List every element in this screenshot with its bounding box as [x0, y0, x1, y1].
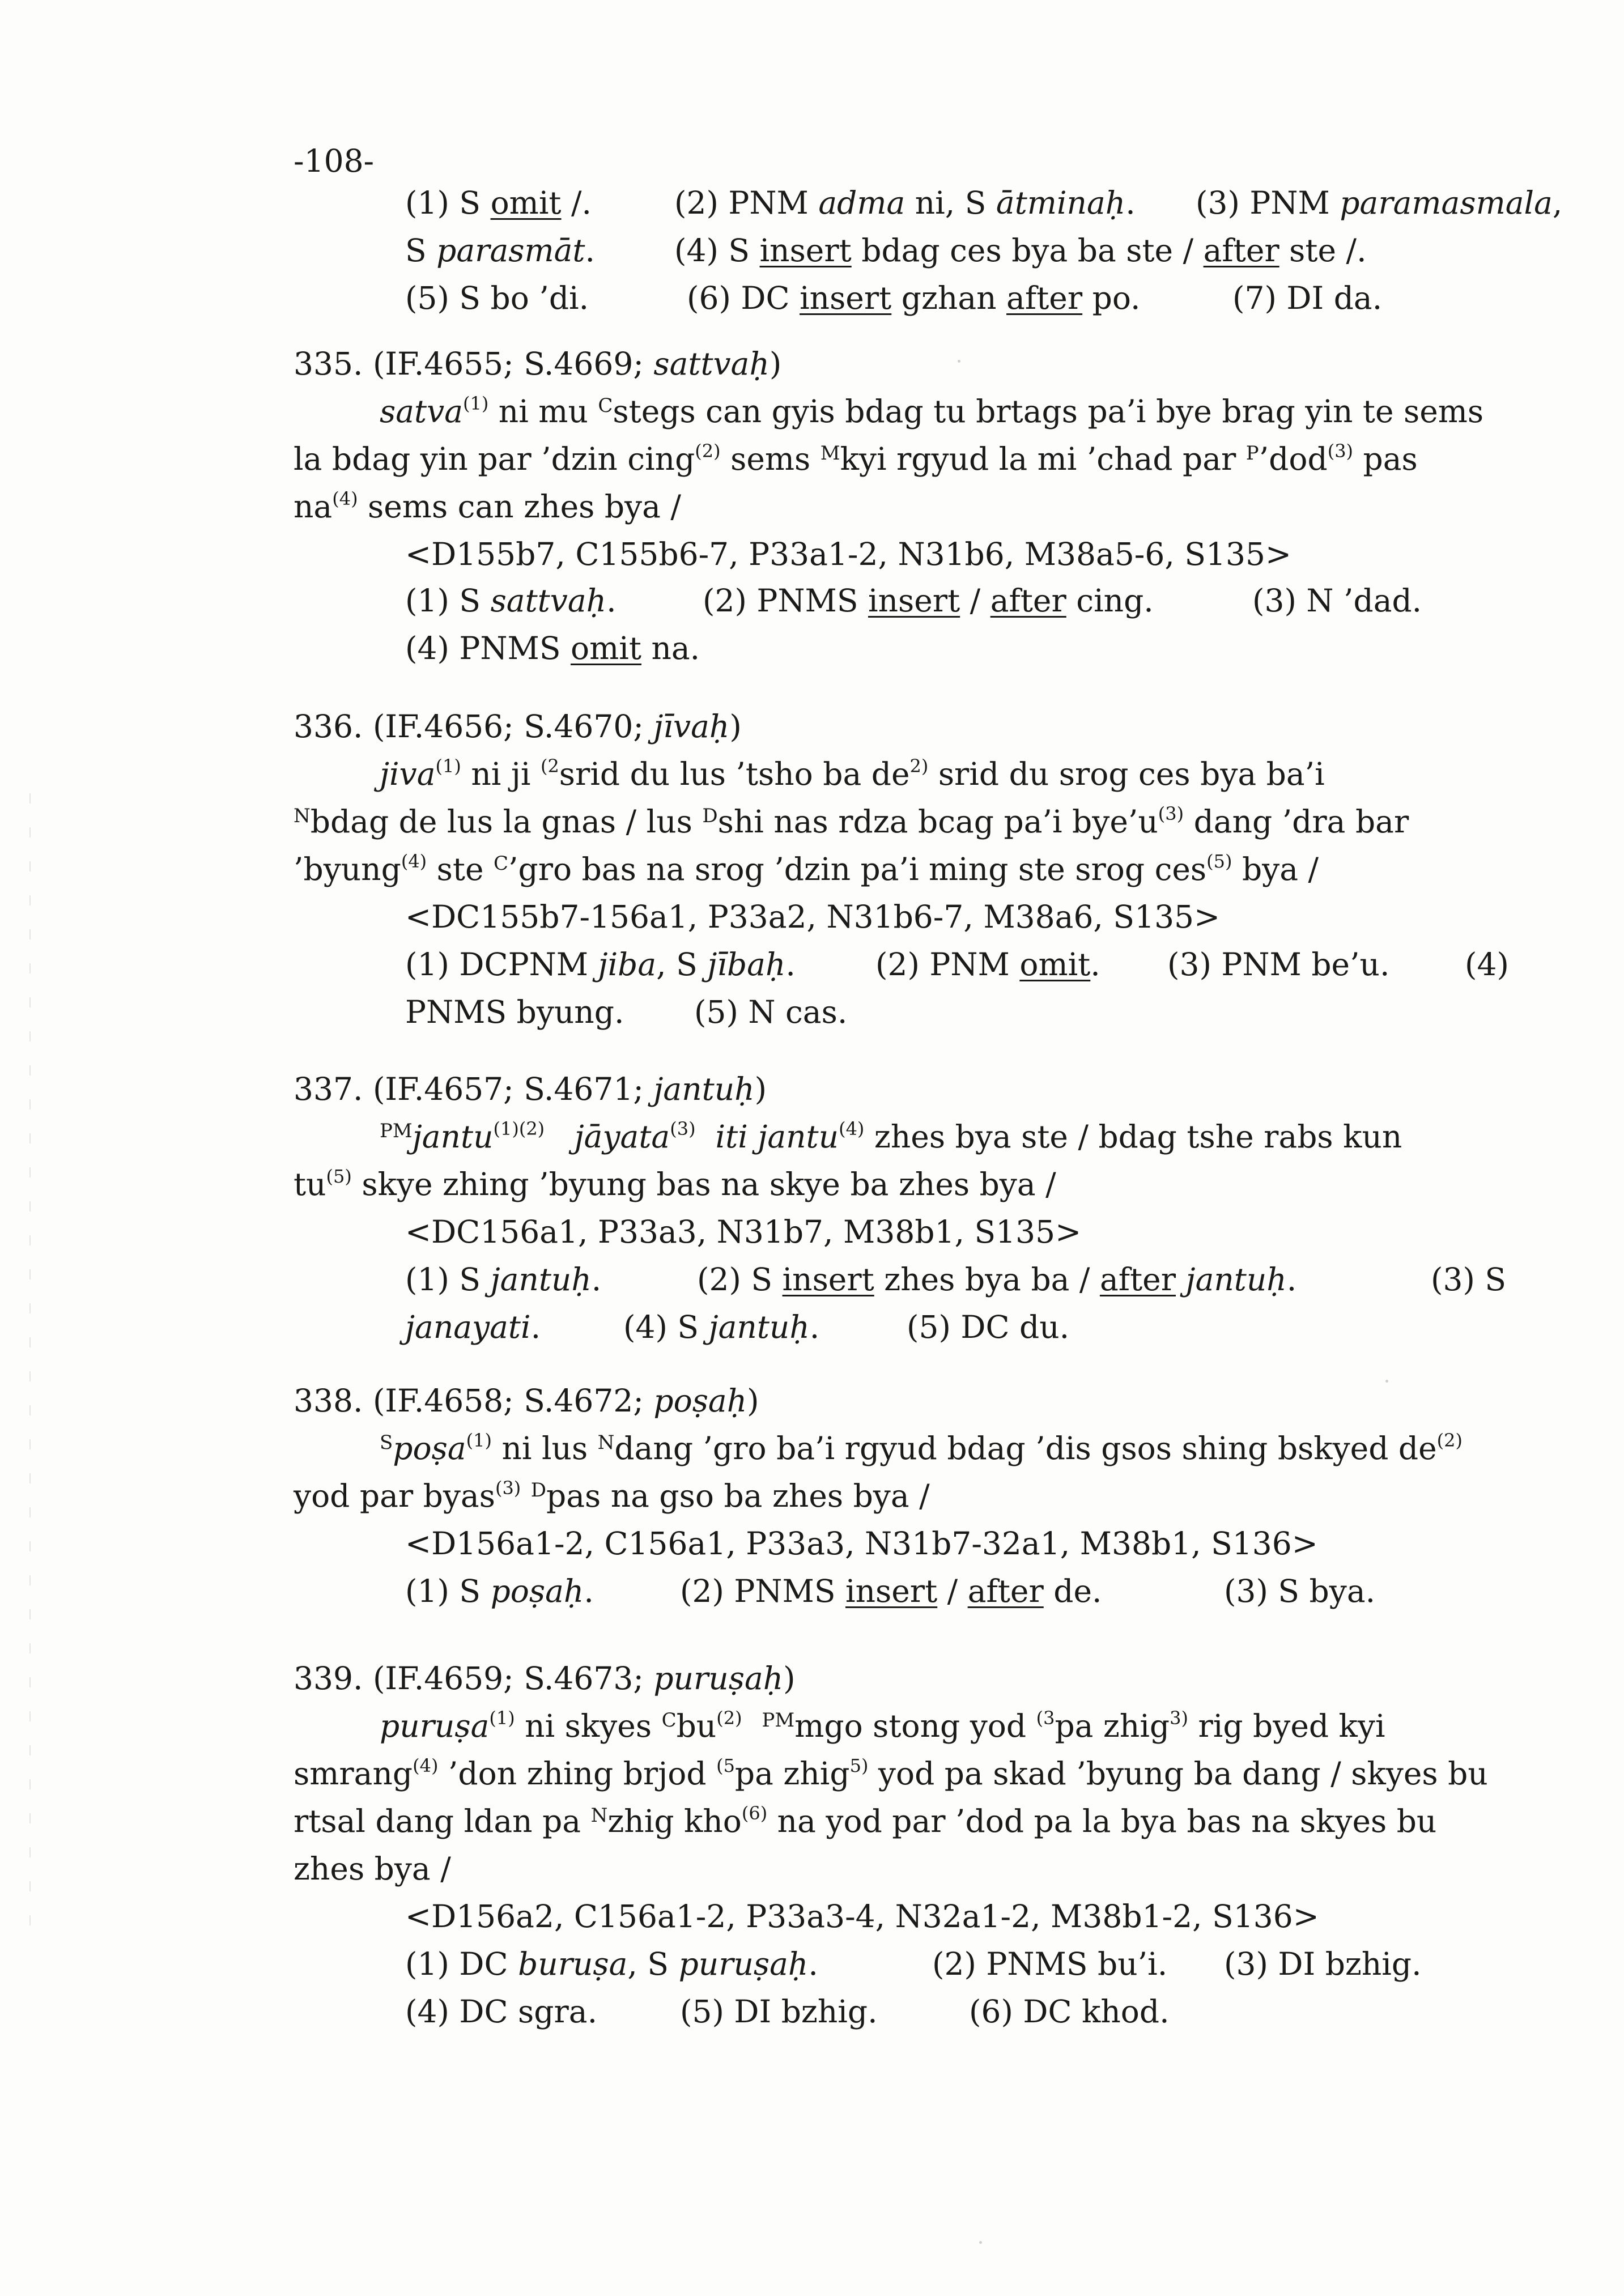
entry-heading: 335. (IF.4655; S.4669; sattvaḥ)	[294, 346, 782, 382]
footnote-5: (5) DC du.	[907, 1309, 1070, 1345]
entry-text-line: smrang$^{(4)}$ ’don zhing brjod $^{(5}$pa zhig$^{5)}$ yod pa skad ’byung ba dang / skyes bu	[294, 1755, 1488, 1792]
footnote-4: (4) PNMS omit na.	[405, 630, 700, 666]
footnote-1: (1) S sattvaḥ.	[405, 582, 617, 619]
footnote-3-cont: janayati.	[405, 1309, 541, 1345]
scan-speck	[1385, 1380, 1388, 1383]
footnote-3: (3) N ’dad.	[1252, 582, 1422, 619]
footnote-5: (5) N cas.	[694, 994, 848, 1030]
footnote-2: (2) S insert zhes bya ba / after jantuḥ.	[697, 1261, 1297, 1298]
footnote-1: (1) S jantuḥ.	[405, 1261, 602, 1298]
source-references: <DC155b7-156a1, P33a2, N31b6-7, M38a6, S135>	[405, 899, 1221, 935]
entry-text-line: ’byung$^{(4)}$ ste $^C$’gro bas na srog ’dzin pa’i ming ste srog ces$^{(5)}$ bya /	[294, 851, 1319, 887]
footnote-7: (7) DI da.	[1232, 280, 1383, 316]
footnote-2: (2) PNMS insert / after de.	[680, 1573, 1102, 1609]
entry-footnotes	[405, 577, 1538, 672]
scan-speck	[979, 2241, 982, 2244]
footnote-6: (6) DC insert gzhan after po.	[687, 280, 1141, 316]
entry-heading: 339. (IF.4659; S.4673; puruṣaḥ)	[294, 1660, 796, 1697]
entry-text-line: $^N$bdag de lus la gnas / lus $^D$shi nas rdza bcag pa’i $bye’u^{(3)}$ dang ’dra bar	[294, 803, 1409, 840]
footnote-4: (4) S jantuḥ.	[623, 1309, 820, 1345]
footnote-3: (3) S	[1431, 1261, 1507, 1298]
entry-heading: 338. (IF.4658; S.4672; poṣaḥ)	[294, 1383, 759, 1419]
entry-heading: 337. (IF.4657; S.4671; jantuḥ)	[294, 1071, 767, 1107]
entry-text-line: jiva$^{(1)}$ ni ji $^{(2}$srid du lus ’tsho ba $de^{2)}$ srid du srog ces bya ba’i	[380, 755, 1325, 792]
scan-speck	[958, 360, 960, 363]
footnote-row	[405, 274, 1538, 322]
footnote-4: (4) DC sgra.	[405, 1993, 598, 2030]
entry-text-line: $na^{(4)}$ sems can zhes bya /	[294, 488, 681, 525]
page-number: -108-	[294, 143, 375, 179]
footnotes-334	[405, 179, 1563, 322]
footnote-4: (4) S insert bdag ces bya ba ste / after ste /.	[674, 232, 1367, 269]
footnote-6: (6) DC khod.	[969, 1993, 1170, 2030]
footnote-5: (5) DI bzhig.	[680, 1993, 878, 2030]
entry-text-line: la bdag yin par ’dzin cing$^{(2)}$ sems $^M$kyi rgyud la mi ’chad par $^P$’dod$^{(3)}$ pas	[294, 440, 1418, 477]
entry-text-line: $tu^{(5)}$ skye zhing ’byung bas na skye ba zhes bya /	[294, 1166, 1056, 1202]
source-references: <D155b7, C155b6-7, P33a1-2, N31b6, M38a5-6, S135>	[405, 536, 1292, 572]
entry-heading: 336. (IF.4656; S.4670; jīvaḥ)	[294, 708, 742, 745]
footnote-3: (3) PNM paramasmala,	[1196, 185, 1563, 221]
entry-footnotes	[405, 1256, 1538, 1351]
footnote-row	[405, 227, 1538, 274]
entry-footnotes	[405, 1940, 1538, 2035]
footnote-3-cont: S parasmāt.	[405, 232, 596, 269]
entry-footnotes	[405, 1567, 1538, 1615]
footnote-1: (1) DCPNM jiba, S jībaḥ.	[405, 946, 796, 983]
entry-text-line: $^S$poṣa$^{(1)}$ ni lus $^N$dang ’gro ba’i rgyud bdag ’dis gsos shing bskyed $de^{(2)}$	[380, 1430, 1463, 1466]
footnote-2: (2) PNM adma ni, S ātminaḥ.	[674, 185, 1136, 221]
footnote-3: (3) DI bzhig.	[1224, 1946, 1422, 1982]
footnote-4: (4)	[1465, 946, 1509, 983]
source-references: <DC156a1, P33a3, N31b7, M38b1, S135>	[405, 1214, 1082, 1250]
footnote-3: (3) PNM be’u.	[1167, 946, 1390, 983]
footnote-row	[405, 179, 1563, 227]
entry-text-line: puruṣa$^{(1)}$ ni skyes $^Cbu^{(2)}$ $^{PM}$mgo stong yod $^{(3}$pa zhig$^{3)}$ rig byed kyi	[380, 1707, 1385, 1744]
entry-footnotes	[405, 941, 1538, 1036]
source-references: <D156a2, C156a1-2, P33a3-4, N32a1-2, M38b1-2, S136>	[405, 1898, 1319, 1934]
source-references: <D156a1-2, C156a1, P33a3, N31b7-32a1, M38b1, S136>	[405, 1525, 1318, 1562]
footnote-5: (5) S bo ’di.	[405, 280, 589, 316]
scan-margin-edge	[29, 793, 31, 1927]
footnote-1: (1) S poṣaḥ.	[405, 1573, 594, 1609]
footnote-2: (2) PNM omit.	[875, 946, 1100, 983]
footnote-4-cont: PNMS byung.	[405, 994, 624, 1030]
entry-text-line: zhes bya /	[294, 1851, 451, 1887]
footnote-1: (1) DC buruṣa, S puruṣaḥ.	[405, 1946, 818, 1982]
entry-text-line: yod par byas$^{(3)}$ $^D$pas na gso ba zhes bya /	[294, 1477, 930, 1514]
footnote-3: (3) S bya.	[1224, 1573, 1376, 1609]
entry-text-line: $^{PM}$jantu$^{(1)(2)}$ jāyata$^{(3)}$ iti jantu$^{(4)}$ zhes bya ste / bdag tshe rabs kun	[380, 1118, 1402, 1155]
entry-text-line: rtsal dang ldan pa $^N$zhig kho$^{(6)}$ na yod par ’dod pa la bya bas na skyes bu	[294, 1802, 1437, 1839]
entry-text-line: satva$^{(1)}$ ni mu $^C$stegs can gyis bdag tu brtags pa’i bye brag yin te sems	[380, 393, 1484, 430]
footnote-2: (2) PNMS bu’i.	[932, 1946, 1168, 1982]
footnote-1: (1) S omit /.	[405, 185, 592, 221]
footnote-2: (2) PNMS insert / after cing.	[703, 582, 1154, 619]
